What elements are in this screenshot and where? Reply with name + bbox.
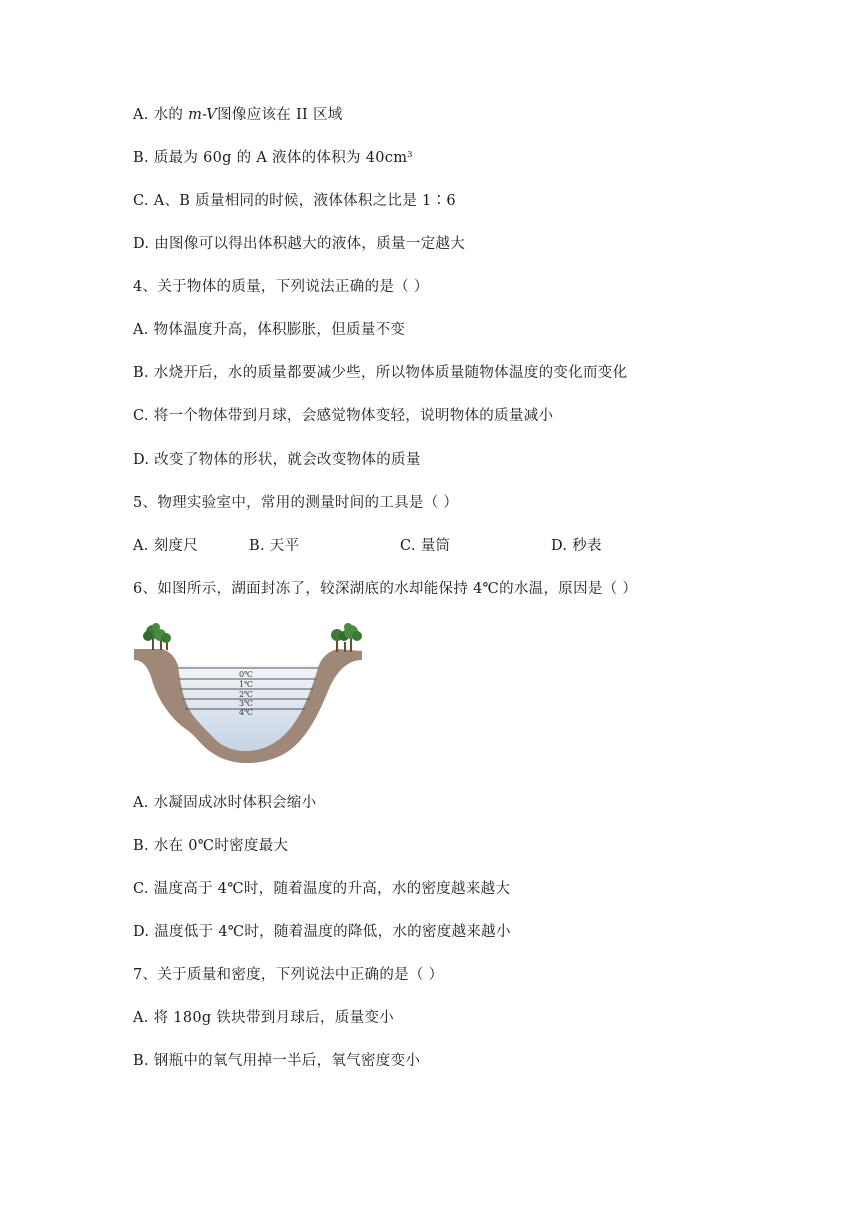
q4-option-a: A. 物体温度升高，体积膨胀，但质量不变 — [133, 322, 406, 338]
right-trees-icon — [331, 623, 362, 652]
q3-option-c: C. A、B 质量相同的时候，液体体积之比是 1∶6 — [133, 193, 456, 209]
q7-question: 7、关于质量和密度，下列说法中正确的是（ ） — [133, 967, 444, 983]
q5-option-c: C. 量筒 — [400, 538, 451, 554]
q3-option-d: D. 由图像可以得出体积越大的液体，质量一定越大 — [133, 236, 466, 252]
q6-question: 6、如图所示，湖面封冻了，较深湖底的水却能保持 4℃的水温，原因是（ ） — [133, 581, 638, 597]
label-2c: 2℃ — [238, 690, 254, 699]
q6-option-d: D. 温度低于 4℃时，随着温度的降低，水的密度越来越小 — [133, 924, 511, 940]
q4-option-b: B. 水烧开后，水的质量都要减少些，所以物体质量随物体温度的变化而变化 — [133, 365, 628, 381]
q5-option-a: A. 刻度尺 — [133, 538, 198, 554]
q5-options — [133, 537, 733, 555]
q4-option-c: C. 将一个物体带到月球，会感觉物体变轻，说明物体的质量减小 — [133, 408, 554, 424]
q6-option-c: C. 温度高于 4℃时，随着温度的升高，水的密度越来越大 — [133, 881, 511, 897]
label-1c: 1℃ — [238, 680, 254, 689]
left-trees-icon — [143, 623, 171, 650]
q7-option-a: A. 将 180g 铁块带到月球后，质量变小 — [133, 1010, 394, 1026]
frozen-lake-figure — [132, 618, 364, 770]
q5-option-d: D. 秒表 — [551, 538, 602, 554]
superscript-3: 3 — [407, 150, 413, 159]
label-3c: 3℃ — [238, 699, 254, 708]
label-0c: 0℃ — [238, 670, 254, 679]
mv-symbol: m-V — [188, 107, 218, 123]
q3-option-a: A. 水的 m-V图像应该在 II 区域 — [133, 107, 343, 123]
q7-option-b: B. 钢瓶中的氧气用掉一半后，氧气密度变小 — [133, 1053, 421, 1069]
q3-option-b: B. 质最为 60g 的 A 液体的体积为 $40cm^3$ — [133, 150, 413, 166]
q5-option-b: B. 天平 — [249, 538, 300, 554]
label-4c: 4℃ — [238, 708, 254, 717]
q5-question: 5、物理实验室中，常用的测量时间的工具是（ ） — [133, 495, 459, 511]
q6-option-a: A. 水凝固成冰时体积会缩小 — [133, 795, 317, 811]
q4-option-d: D. 改变了物体的形状，就会改变物体的质量 — [133, 452, 421, 468]
q4-question: 4、关于物体的质量，下列说法正确的是（ ） — [133, 279, 429, 295]
q6-option-b: B. 水在 0℃时密度最大 — [133, 838, 289, 854]
